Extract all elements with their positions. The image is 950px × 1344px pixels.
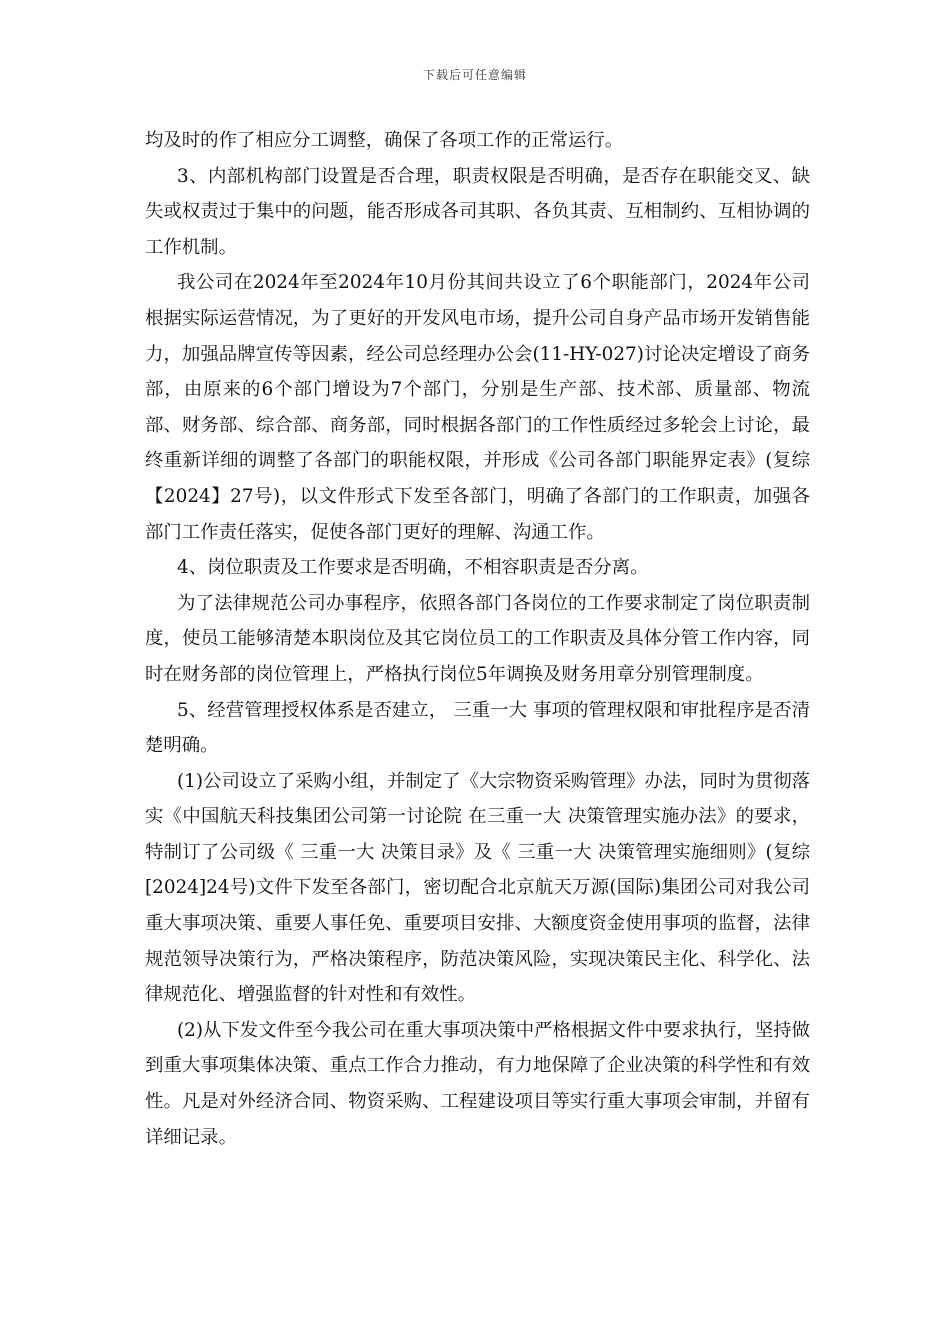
document-body: [145, 123, 810, 1155]
paragraph-8: (2)从下发文件至今我公司在重大事项决策中严格根据文件中要求执行，坚持做到重大事项集体决策、重点工作合力推动，有力地保障了企业决策的科学性和有效性。凡是对外经济合同、物资采购、工程建设项目等实行重大事项会审制，并留有详细记录。: [145, 1019, 810, 1148]
paragraph-3: 我公司在2024年至2024年10月份其间共设立了6个职能部门，2024年公司根据实际运营情况，为了更好的开发风电市场，提升公司自身产品市场开发销售能力，加强品牌宣传等因素，经公司总经理办公会(11-HY-027)讨论决定增设了商务部，由原来的6个部门增设为7个部门，分别是生产部、技术部、质量部、物流部、财务部、综合部、商务部，同时根据各部门的工作性质经过多轮会上讨论，最终重新详细的调整了各部门的职能权限，并形成《公司各部门职能界定表》(复综【2024】27号)，以文件形式下发至各部门，明确了各部门的工作职责，加强各部门工作责任落实，促使各部门更好的理解、沟通工作。: [145, 272, 810, 543]
paragraph-5: 为了法律规范公司办事程序，依照各部门各岗位的工作要求制定了岗位职责制度，使员工能够清楚本职岗位及其它岗位员工的工作职责及具体分管工作内容，同时在财务部的岗位管理上，严格执行岗位5年调换及财务用章分别管理制度。: [145, 592, 810, 685]
paragraph-6: 5、经营管理授权体系是否建立， 三重一大 事项的管理权限和审批程序是否清楚明确。: [145, 699, 810, 757]
paragraph-2: 3、内部机构部门设置是否合理，职责权限是否明确，是否存在职能交叉、缺失或权责过于集中的问题，能否形成各司其职、各负其责、互相制约、互相协调的工作机制。: [145, 165, 810, 258]
paragraph-7: (1)公司设立了采购小组，并制定了《大宗物资采购管理》办法，同时为贯彻落实《中国航天科技集团公司第一讨论院 在三重一大 决策管理实施办法》的要求，特制订了公司级《 三重一大 决策目录》及《 三重一大 决策管理实施细则》(复综[2024]24号)文件下发至各部门，密切配合北京航天万源(国际)集团公司对我公司重大事项决策、重要人事任免、重要项目安排、大额度资金使用事项的监督，法律规范领导决策行为，严格决策程序，防范决策风险，实现决策民主化、科学化、法律规范化、增强监督的针对性和有效性。: [145, 770, 810, 1006]
page-header-note: 下载后可任意编辑: [422, 68, 527, 82]
paragraph-1: 均及时的作了相应分工调整，确保了各项工作的正常运行。: [145, 130, 624, 151]
paragraph-4: 4、岗位职责及工作要求是否明确，不相容职责是否分离。: [177, 557, 649, 579]
